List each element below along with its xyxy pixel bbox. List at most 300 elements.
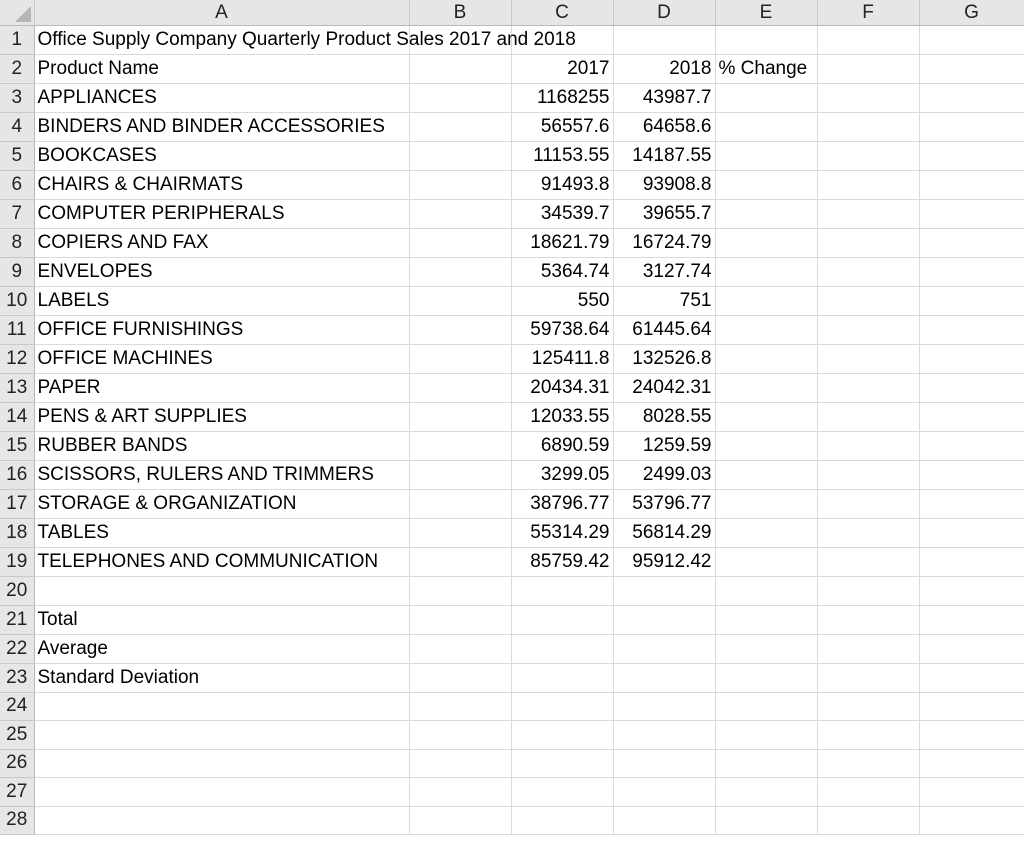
cell-value: STORAGE & ORGANIZATION — [37, 493, 297, 514]
cell-g8[interactable] — [919, 229, 1024, 258]
cell-b5[interactable] — [409, 142, 511, 171]
cell-f12[interactable] — [817, 345, 919, 374]
cell-c2[interactable] — [511, 55, 613, 84]
cell-g5[interactable] — [919, 142, 1024, 171]
cell-f1[interactable] — [817, 26, 919, 55]
cell-c18[interactable] — [511, 519, 613, 548]
cell-c23[interactable] — [511, 663, 613, 692]
cell-b3[interactable] — [409, 84, 511, 113]
cell-value: 3299.05 — [540, 464, 610, 485]
cell-value: 56557.6 — [540, 116, 610, 137]
cell-g13[interactable] — [919, 374, 1024, 403]
cell-value: CHAIRS & CHAIRMATS — [37, 174, 244, 195]
column-header-b[interactable]: B — [409, 0, 511, 26]
row-header[interactable]: 1 — [0, 26, 34, 55]
cell-d16[interactable] — [613, 461, 715, 490]
cell-g27[interactable] — [919, 778, 1024, 807]
column-header-a[interactable]: A — [34, 0, 409, 26]
cell-value: 2499.03 — [642, 464, 712, 485]
table-row — [0, 171, 1024, 200]
cell-c9[interactable] — [511, 258, 613, 287]
cell-a8[interactable] — [34, 229, 409, 258]
cell-c6[interactable] — [511, 171, 613, 200]
cell-c22[interactable] — [511, 634, 613, 663]
cell-e8[interactable] — [715, 229, 817, 258]
cell-g11[interactable] — [919, 316, 1024, 345]
cell-c12[interactable] — [511, 345, 613, 374]
cell-value: % Change — [718, 58, 808, 79]
cell-c8[interactable] — [511, 229, 613, 258]
cell-e1[interactable] — [715, 26, 817, 55]
cell-value: 43987.7 — [642, 87, 712, 108]
cell-b11[interactable] — [409, 316, 511, 345]
cell-c16[interactable] — [511, 461, 613, 490]
cell-a17[interactable] — [34, 490, 409, 519]
table-row — [0, 749, 1024, 778]
cell-g14[interactable] — [919, 403, 1024, 432]
cell-e10[interactable] — [715, 287, 817, 316]
cell-d21[interactable] — [613, 605, 715, 634]
table-row — [0, 374, 1024, 403]
row-header[interactable]: 6 — [0, 171, 34, 200]
cell-f22[interactable] — [817, 634, 919, 663]
cell-value: 93908.8 — [642, 174, 712, 195]
cell-b2[interactable] — [409, 55, 511, 84]
cell-g20[interactable] — [919, 577, 1024, 606]
cell-d15[interactable] — [613, 432, 715, 461]
cell-a12[interactable] — [34, 345, 409, 374]
cell-a25[interactable] — [34, 721, 409, 750]
cell-d7[interactable] — [613, 200, 715, 229]
cell-d24[interactable] — [613, 692, 715, 721]
cell-b25[interactable] — [409, 721, 511, 750]
cell-value: PAPER — [37, 377, 101, 398]
select-all-icon — [15, 6, 31, 22]
cell-value: LABELS — [37, 290, 110, 311]
row-header[interactable]: 11 — [0, 316, 34, 345]
cell-value: OFFICE MACHINES — [37, 348, 213, 369]
cell-a10[interactable] — [34, 287, 409, 316]
cell-a13[interactable] — [34, 374, 409, 403]
row-header[interactable]: 7 — [0, 200, 34, 229]
cell-value: TELEPHONES AND COMMUNICATION — [37, 551, 379, 572]
cell-value: 55314.29 — [530, 522, 610, 543]
row-header[interactable]: 25 — [0, 721, 34, 750]
cell-g2[interactable] — [919, 55, 1024, 84]
cell-value: COMPUTER PERIPHERALS — [37, 203, 285, 224]
cell-g3[interactable] — [919, 84, 1024, 113]
cell-c11[interactable] — [511, 316, 613, 345]
cell-a3[interactable] — [34, 84, 409, 113]
column-header-c[interactable]: C — [511, 0, 613, 26]
cell-e4[interactable] — [715, 113, 817, 142]
cell-f5[interactable] — [817, 142, 919, 171]
cell-f13[interactable] — [817, 374, 919, 403]
cell-f14[interactable] — [817, 403, 919, 432]
cell-c21[interactable] — [511, 605, 613, 634]
column-header-g[interactable]: G — [919, 0, 1024, 26]
cell-value: 59738.64 — [530, 319, 610, 340]
cell-e12[interactable] — [715, 345, 817, 374]
cell-value: 14187.55 — [632, 145, 712, 166]
cell-g22[interactable] — [919, 634, 1024, 663]
cell-e24[interactable] — [715, 692, 817, 721]
cell-e19[interactable] — [715, 548, 817, 577]
cell-f15[interactable] — [817, 432, 919, 461]
cell-b26[interactable] — [409, 749, 511, 778]
cell-d25[interactable] — [613, 721, 715, 750]
cell-f11[interactable] — [817, 316, 919, 345]
table-row — [0, 229, 1024, 258]
cell-value: 20434.31 — [530, 377, 610, 398]
cell-a11[interactable] — [34, 316, 409, 345]
table-row — [0, 461, 1024, 490]
row-header[interactable]: 24 — [0, 692, 34, 721]
cell-g28[interactable] — [919, 806, 1024, 835]
cell-g1[interactable] — [919, 26, 1024, 55]
cell-value: 85759.42 — [530, 551, 610, 572]
cell-g12[interactable] — [919, 345, 1024, 374]
cell-g16[interactable] — [919, 461, 1024, 490]
cell-value: 2017 — [567, 58, 610, 79]
cell-g15[interactable] — [919, 432, 1024, 461]
cell-b15[interactable] — [409, 432, 511, 461]
cell-value: 2018 — [669, 58, 712, 79]
row-header[interactable]: 26 — [0, 749, 34, 778]
cell-c27[interactable] — [511, 778, 613, 807]
cell-d23[interactable] — [613, 663, 715, 692]
row-header[interactable]: 18 — [0, 519, 34, 548]
cell-d1[interactable] — [613, 26, 715, 55]
cell-d13[interactable] — [613, 374, 715, 403]
cell-e6[interactable] — [715, 171, 817, 200]
cell-d6[interactable] — [613, 171, 715, 200]
cell-f8[interactable] — [817, 229, 919, 258]
cell-value: 132526.8 — [632, 348, 712, 369]
cell-b14[interactable] — [409, 403, 511, 432]
cell-e7[interactable] — [715, 200, 817, 229]
cell-d20[interactable] — [613, 577, 715, 606]
cell-f18[interactable] — [817, 519, 919, 548]
table-row — [0, 258, 1024, 287]
cell-f26[interactable] — [817, 749, 919, 778]
row-header[interactable]: 12 — [0, 345, 34, 374]
cell-e13[interactable] — [715, 374, 817, 403]
table-row — [0, 577, 1024, 606]
cell-c7[interactable] — [511, 200, 613, 229]
table-row — [0, 778, 1024, 807]
cell-c20[interactable] — [511, 577, 613, 606]
cell-b18[interactable] — [409, 519, 511, 548]
cell-value: 8028.55 — [642, 406, 712, 427]
row-header[interactable]: 9 — [0, 258, 34, 287]
table-row — [0, 490, 1024, 519]
cell-b19[interactable] — [409, 548, 511, 577]
cell-b7[interactable] — [409, 200, 511, 229]
cell-g9[interactable] — [919, 258, 1024, 287]
row-header[interactable]: 13 — [0, 374, 34, 403]
cell-d18[interactable] — [613, 519, 715, 548]
cell-d17[interactable] — [613, 490, 715, 519]
cell-value: 5364.74 — [540, 261, 610, 282]
cell-f4[interactable] — [817, 113, 919, 142]
cell-a6[interactable] — [34, 171, 409, 200]
cell-f6[interactable] — [817, 171, 919, 200]
cell-a1[interactable] — [34, 26, 576, 55]
cell-g23[interactable] — [919, 663, 1024, 692]
cell-c17[interactable] — [511, 490, 613, 519]
cell-b27[interactable] — [409, 778, 511, 807]
cell-b4[interactable] — [409, 113, 511, 142]
cell-value: Total — [37, 608, 78, 630]
cell-value: 6890.59 — [540, 435, 610, 456]
cell-a16[interactable] — [34, 461, 409, 490]
cell-value: 34539.7 — [540, 203, 610, 224]
cell-e27[interactable] — [715, 778, 817, 807]
row-header[interactable]: 19 — [0, 548, 34, 577]
cell-value: BINDERS AND BINDER ACCESSORIES — [37, 116, 385, 137]
cell-value: 1168255 — [536, 87, 610, 108]
cell-b10[interactable] — [409, 287, 511, 316]
cell-f25[interactable] — [817, 721, 919, 750]
cell-d5[interactable] — [613, 142, 715, 171]
cell-f23[interactable] — [817, 663, 919, 692]
cell-f19[interactable] — [817, 548, 919, 577]
column-header-d[interactable]: D — [613, 0, 715, 26]
cell-g10[interactable] — [919, 287, 1024, 316]
cell-e14[interactable] — [715, 403, 817, 432]
row-header[interactable]: 21 — [0, 605, 34, 634]
cell-a19[interactable] — [34, 548, 409, 577]
cell-f9[interactable] — [817, 258, 919, 287]
cell-c13[interactable] — [511, 374, 613, 403]
cell-d27[interactable] — [613, 778, 715, 807]
cell-value: BOOKCASES — [37, 145, 157, 166]
cell-a27[interactable] — [34, 778, 409, 807]
cell-value: Product Name — [37, 58, 159, 79]
cell-value: 38796.77 — [530, 493, 610, 514]
cell-a5[interactable] — [34, 142, 409, 171]
row-header[interactable]: 5 — [0, 142, 34, 171]
cell-f16[interactable] — [817, 461, 919, 490]
cell-e15[interactable] — [715, 432, 817, 461]
cell-d3[interactable] — [613, 84, 715, 113]
cell-e11[interactable] — [715, 316, 817, 345]
cell-value: Standard Deviation — [37, 666, 200, 688]
cell-a26[interactable] — [34, 749, 409, 778]
cell-b12[interactable] — [409, 345, 511, 374]
cell-a24[interactable] — [34, 692, 409, 721]
cell-g19[interactable] — [919, 548, 1024, 577]
cell-value: SCISSORS, RULERS AND TRIMMERS — [37, 464, 374, 485]
row-header[interactable]: 8 — [0, 229, 34, 258]
cell-c3[interactable] — [511, 84, 613, 113]
cell-a21[interactable] — [34, 605, 409, 634]
cell-f17[interactable] — [817, 490, 919, 519]
table-row — [0, 84, 1024, 113]
row-header[interactable]: 3 — [0, 84, 34, 113]
cell-f3[interactable] — [817, 84, 919, 113]
cell-b6[interactable] — [409, 171, 511, 200]
cell-g4[interactable] — [919, 113, 1024, 142]
cell-e9[interactable] — [715, 258, 817, 287]
cell-d28[interactable] — [613, 806, 715, 835]
cell-c26[interactable] — [511, 749, 613, 778]
cell-f10[interactable] — [817, 287, 919, 316]
cell-c14[interactable] — [511, 403, 613, 432]
row-header[interactable]: 15 — [0, 432, 34, 461]
table-row — [0, 316, 1024, 345]
cell-d19[interactable] — [613, 548, 715, 577]
cell-d9[interactable] — [613, 258, 715, 287]
row-header[interactable]: 16 — [0, 461, 34, 490]
cell-c24[interactable] — [511, 692, 613, 721]
cell-e25[interactable] — [715, 721, 817, 750]
cell-e26[interactable] — [715, 749, 817, 778]
row-header[interactable]: 17 — [0, 490, 34, 519]
cell-e21[interactable] — [715, 605, 817, 634]
cell-f21[interactable] — [817, 605, 919, 634]
cell-c25[interactable] — [511, 721, 613, 750]
cell-f24[interactable] — [817, 692, 919, 721]
cell-value: PENS & ART SUPPLIES — [37, 406, 247, 427]
cell-e22[interactable] — [715, 634, 817, 663]
row-header[interactable]: 4 — [0, 113, 34, 142]
cell-value: 16724.79 — [632, 232, 712, 253]
cell-f28[interactable] — [817, 806, 919, 835]
cell-c5[interactable] — [511, 142, 613, 171]
cell-a7[interactable] — [34, 200, 409, 229]
cell-b9[interactable] — [409, 258, 511, 287]
cell-e20[interactable] — [715, 577, 817, 606]
cell-d4[interactable] — [613, 113, 715, 142]
cell-value: 18621.79 — [530, 232, 610, 253]
cell-a20[interactable] — [34, 577, 409, 606]
cell-b8[interactable] — [409, 229, 511, 258]
cell-b28[interactable] — [409, 806, 511, 835]
cell-a22[interactable] — [34, 634, 409, 663]
cell-value: 550 — [577, 290, 610, 311]
cell-d10[interactable] — [613, 287, 715, 316]
table-row — [0, 55, 1024, 84]
cell-f2[interactable] — [817, 55, 919, 84]
cell-a4[interactable] — [34, 113, 409, 142]
table-row — [0, 721, 1024, 750]
cell-value: 56814.29 — [632, 522, 712, 543]
cell-a28[interactable] — [34, 806, 409, 835]
cell-g25[interactable] — [919, 721, 1024, 750]
table-row — [0, 548, 1024, 577]
cell-c28[interactable] — [511, 806, 613, 835]
cell-d14[interactable] — [613, 403, 715, 432]
table-row — [0, 663, 1024, 692]
table-row — [0, 26, 1024, 55]
cell-e3[interactable] — [715, 84, 817, 113]
column-header-f[interactable]: F — [817, 0, 919, 26]
table-row — [0, 692, 1024, 721]
cell-g21[interactable] — [919, 605, 1024, 634]
cell-f7[interactable] — [817, 200, 919, 229]
cell-a15[interactable] — [34, 432, 409, 461]
cell-e2[interactable] — [715, 55, 817, 84]
cell-c19[interactable] — [511, 548, 613, 577]
row-header[interactable]: 10 — [0, 287, 34, 316]
cell-d12[interactable] — [613, 345, 715, 374]
cell-a18[interactable] — [34, 519, 409, 548]
cell-value: 64658.6 — [642, 116, 712, 137]
cell-c15[interactable] — [511, 432, 613, 461]
cell-e16[interactable] — [715, 461, 817, 490]
cell-a23[interactable] — [34, 663, 409, 692]
cell-b13[interactable] — [409, 374, 511, 403]
cell-b21[interactable] — [409, 605, 511, 634]
row-header[interactable]: 2 — [0, 55, 34, 84]
cell-value: Average — [37, 637, 108, 659]
cell-value: 61445.64 — [632, 319, 712, 340]
row-header[interactable]: 14 — [0, 403, 34, 432]
cell-value: TABLES — [37, 522, 109, 543]
cell-g7[interactable] — [919, 200, 1024, 229]
cell-b20[interactable] — [409, 577, 511, 606]
row-header[interactable]: 22 — [0, 634, 34, 663]
cell-d11[interactable] — [613, 316, 715, 345]
cell-e23[interactable] — [715, 663, 817, 692]
cell-d22[interactable] — [613, 634, 715, 663]
row-header[interactable]: 28 — [0, 806, 34, 835]
row-header[interactable]: 23 — [0, 663, 34, 692]
cell-g6[interactable] — [919, 171, 1024, 200]
cell-d26[interactable] — [613, 749, 715, 778]
table-row — [0, 634, 1024, 663]
grid-body — [0, 26, 1024, 835]
column-header-e[interactable]: E — [715, 0, 817, 26]
table-row — [0, 403, 1024, 432]
cell-d8[interactable] — [613, 229, 715, 258]
cell-e28[interactable] — [715, 806, 817, 835]
cell-c4[interactable] — [511, 113, 613, 142]
cell-b24[interactable] — [409, 692, 511, 721]
cell-b16[interactable] — [409, 461, 511, 490]
cell-a2[interactable] — [34, 55, 409, 84]
cell-b22[interactable] — [409, 634, 511, 663]
cell-g17[interactable] — [919, 490, 1024, 519]
select-all-corner[interactable] — [0, 0, 34, 26]
row-header[interactable]: 20 — [0, 577, 34, 606]
cell-e17[interactable] — [715, 490, 817, 519]
cell-a14[interactable] — [34, 403, 409, 432]
cell-a9[interactable] — [34, 258, 409, 287]
cell-b17[interactable] — [409, 490, 511, 519]
cell-f27[interactable] — [817, 778, 919, 807]
column-header-row — [0, 0, 1024, 26]
row-header[interactable]: 27 — [0, 778, 34, 807]
cell-e18[interactable] — [715, 519, 817, 548]
cell-value: 751 — [679, 290, 712, 311]
cell-g18[interactable] — [919, 519, 1024, 548]
cell-value: Office Supply Company Quarterly Product Sales 2017 and 2018 — [37, 29, 576, 50]
cell-value: 91493.8 — [540, 174, 610, 195]
cell-value: OFFICE FURNISHINGS — [37, 319, 244, 340]
cell-g26[interactable] — [919, 749, 1024, 778]
cell-f20[interactable] — [817, 577, 919, 606]
cell-c10[interactable] — [511, 287, 613, 316]
cell-b23[interactable] — [409, 663, 511, 692]
cell-value: 1259.59 — [642, 435, 712, 456]
cell-value: 12033.55 — [530, 406, 610, 427]
cell-g24[interactable] — [919, 692, 1024, 721]
cell-d2[interactable] — [613, 55, 715, 84]
cell-e5[interactable] — [715, 142, 817, 171]
